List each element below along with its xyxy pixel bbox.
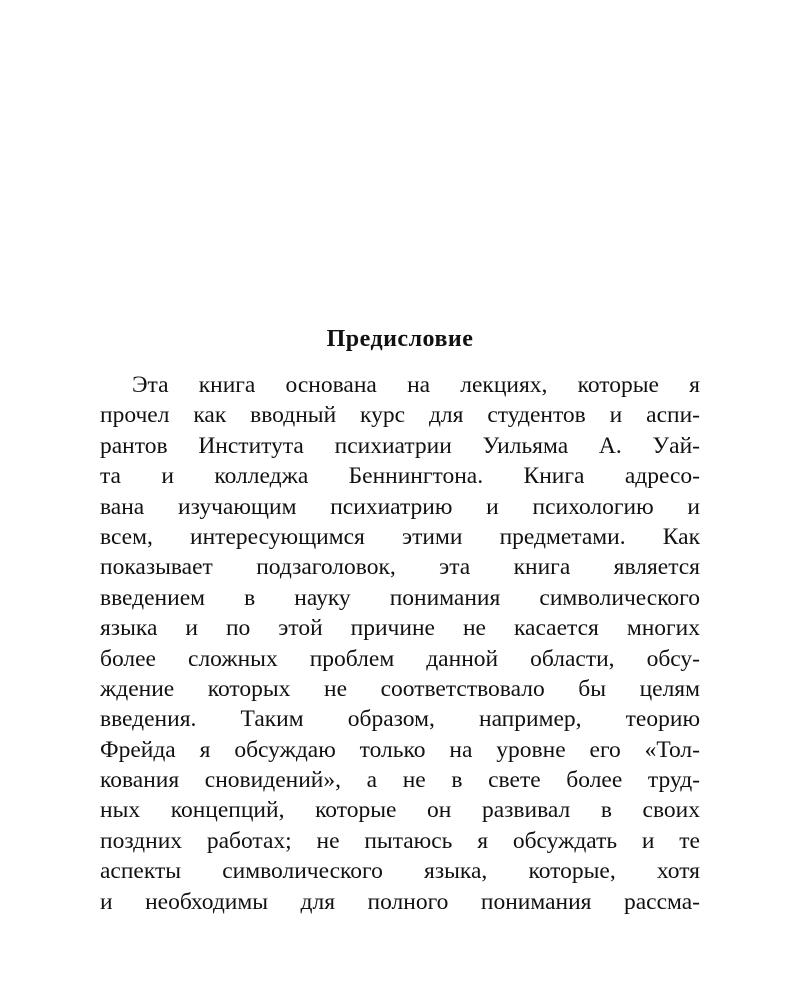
text-line-12: введения. Таким образом, например, теорию xyxy=(100,706,700,733)
text-line-9: языка и по этой причине не касается многих xyxy=(100,615,700,642)
text-line-18: и необходимы для полного понимания рассма- xyxy=(100,888,700,915)
text-line-4: та и колледжа Беннингтона. Книга адресо- xyxy=(100,463,700,490)
text-line-11: ждение которых не соответствовало бы целям xyxy=(100,675,700,702)
text-line-5: вана изучающим психиатрию и психологию и xyxy=(100,493,700,520)
text-line-13: Фрейда я обсуждаю только на уровне его «Тол- xyxy=(100,736,700,763)
text-line-7: показывает подзаголовок, эта книга является xyxy=(100,554,700,581)
section-heading: Предисловие xyxy=(326,326,474,352)
text-line-16: поздних работах; не пытаюсь я обсуждать и те xyxy=(100,827,700,854)
text-line-10: более сложных проблем данной области, обсу- xyxy=(100,645,700,672)
text-line-6: всем, интересующимся этими предметами. Как xyxy=(100,523,700,550)
preface-paragraph xyxy=(100,370,700,917)
text-line-1: Эта книга основана на лекциях, которые я xyxy=(132,372,700,398)
text-line-8: введением в науку понимания символического xyxy=(100,584,700,611)
text-line-17: аспекты символического языка, которые, хотя xyxy=(100,858,700,885)
text-line-2: прочел как вводный курс для студентов и аспи- xyxy=(100,402,700,429)
text-line-14: кования сновидений», а не в свете более труд- xyxy=(100,767,700,794)
text-line-15: ных концепций, которые он развивал в своих xyxy=(100,797,700,824)
text-line-3: рантов Института психиатрии Уильяма А. Уай- xyxy=(100,432,700,459)
